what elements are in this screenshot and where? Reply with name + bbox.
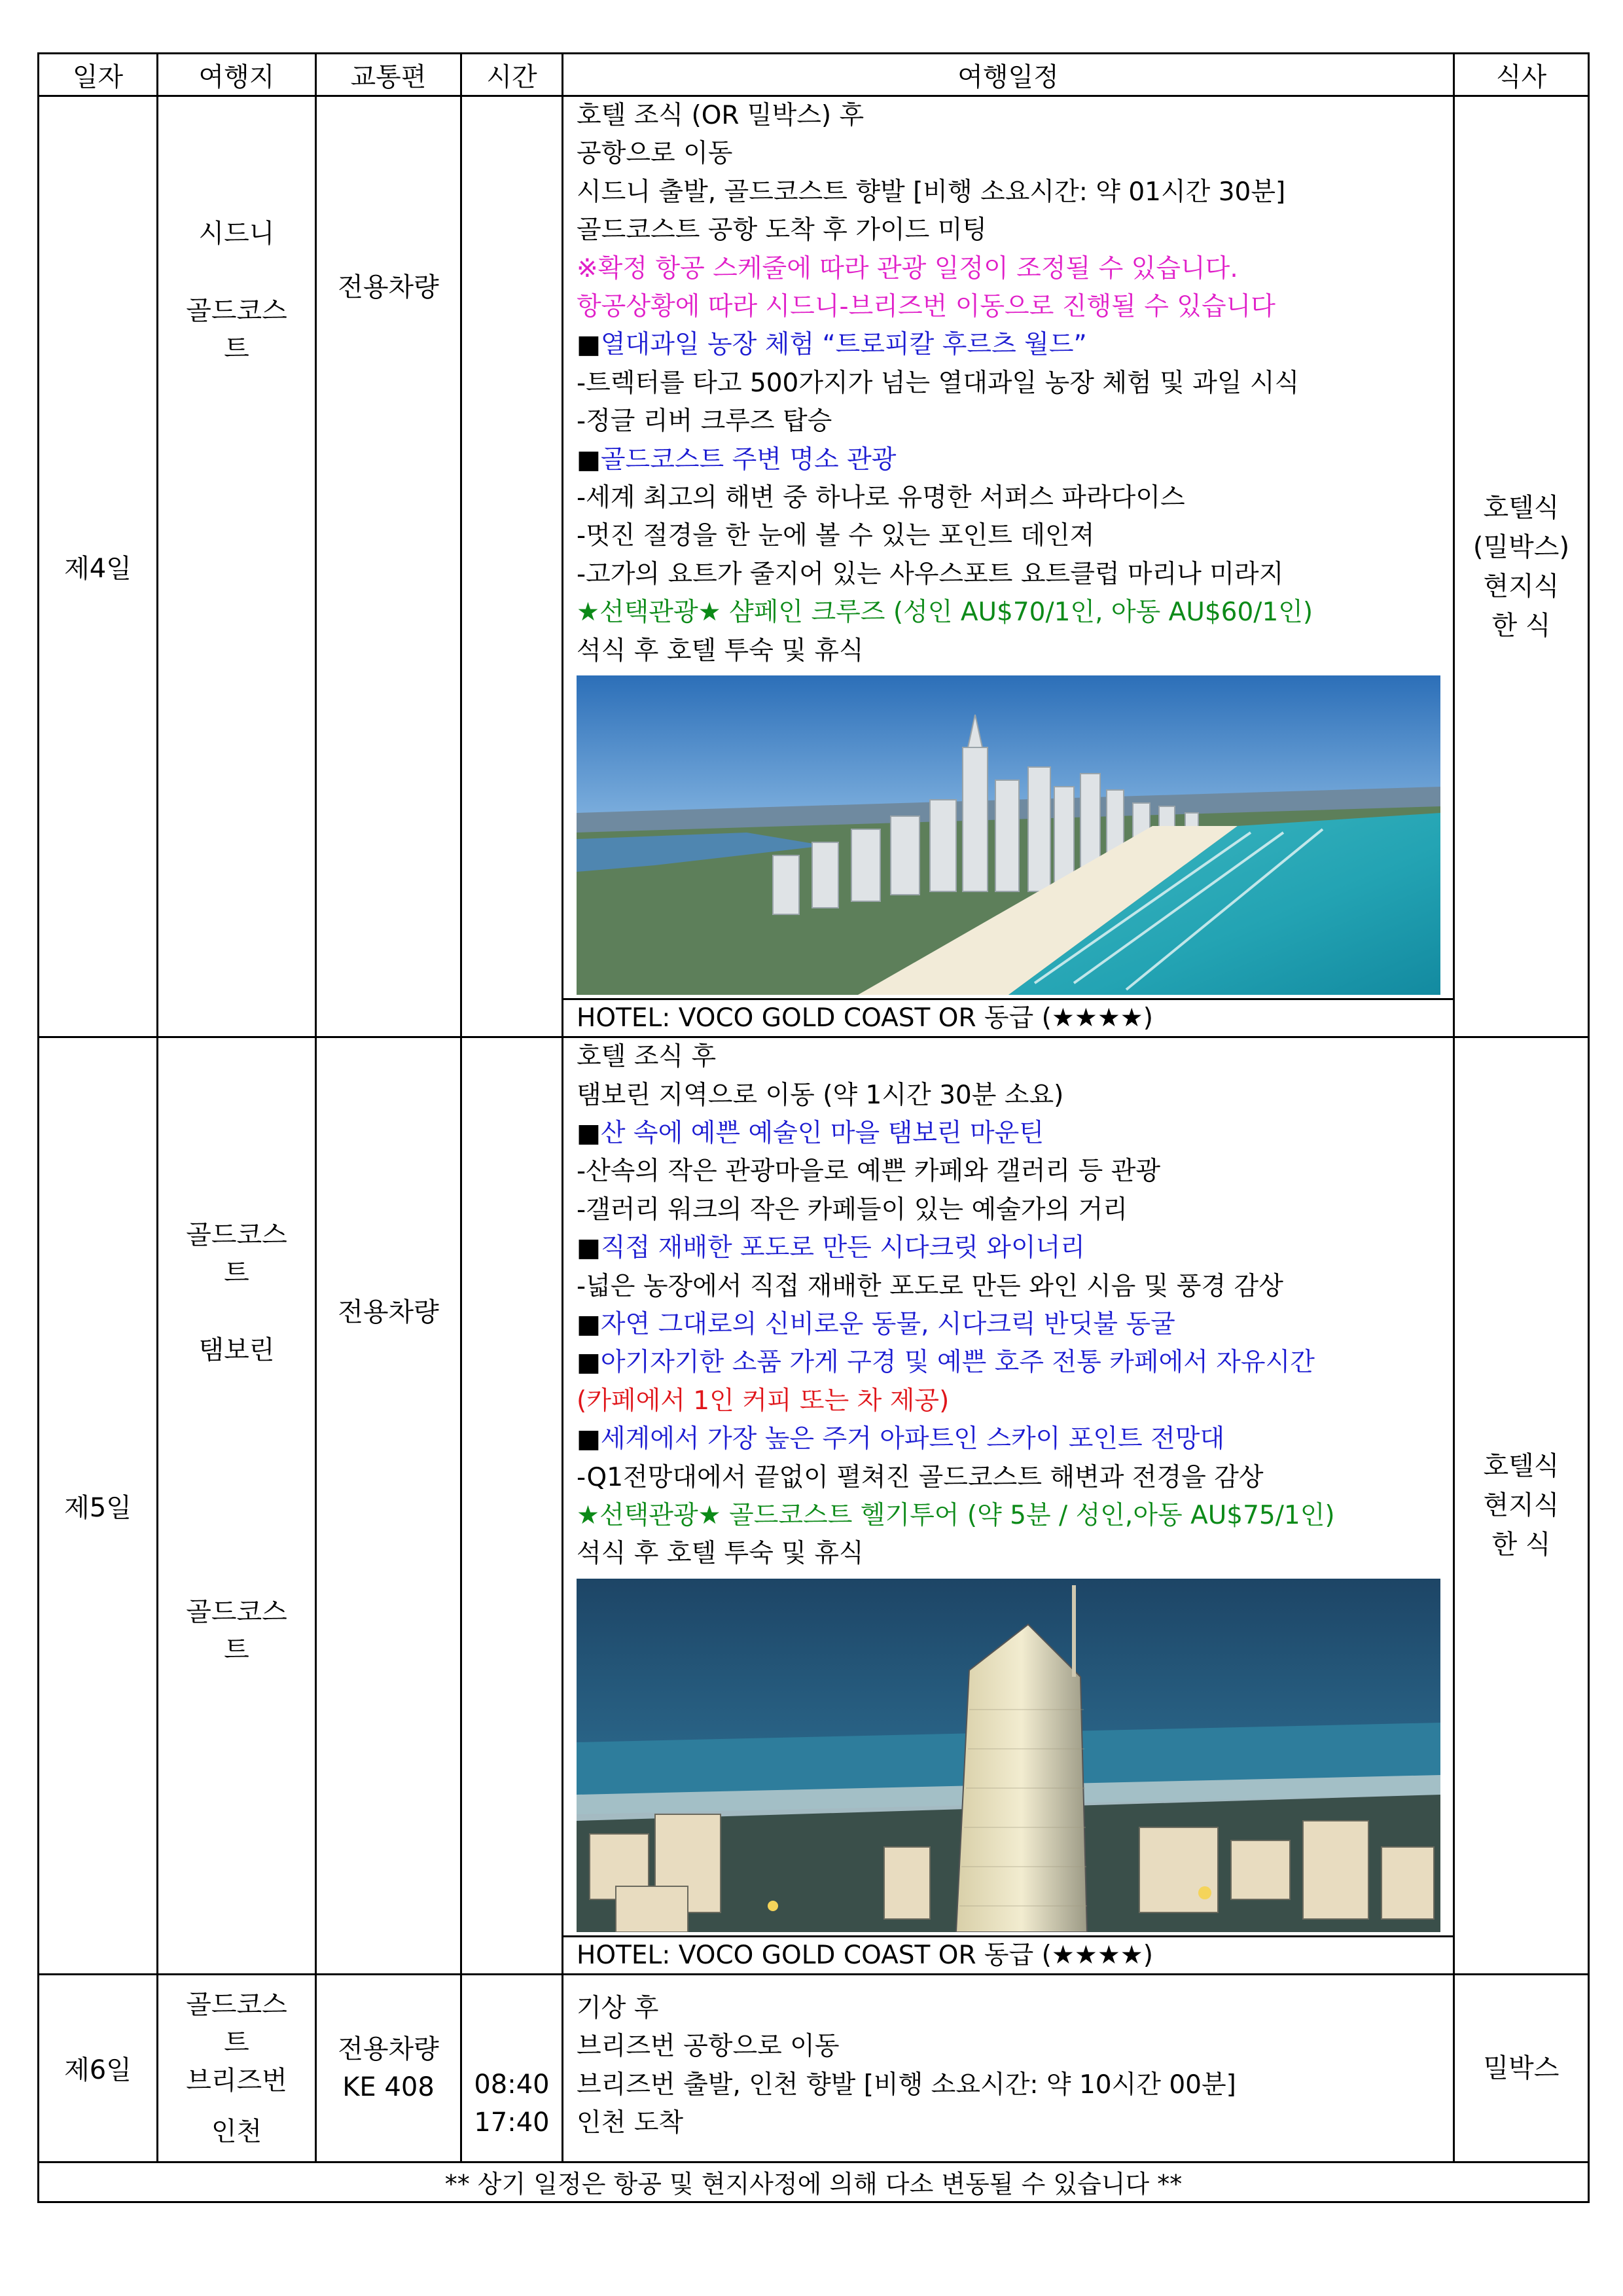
day6-label: 제6일 — [39, 1974, 158, 2162]
footer-row — [39, 2162, 1589, 2202]
destination-line: 골드코스 — [186, 1597, 287, 1628]
schedule-highlight: ■직접 재배한 포도로 만든 시다크릿 와이너리 — [577, 1233, 1085, 1263]
schedule-notice: ※확정 항공 스케줄에 따라 관광 일정이 조정될 수 있습니다. — [577, 253, 1238, 283]
flight-number: KE 408 — [342, 2072, 435, 2102]
schedule-line: 브리즈번 출발, 인천 향발 [비행 소요시간: 약 10시간 00분] — [577, 2070, 1236, 2100]
square-bullet-icon: ■ — [577, 1118, 601, 1148]
meal-line: 한 식 — [1491, 610, 1551, 641]
cafe-note-line: (카페에서 1인 커피 또는 차 제공) — [577, 1386, 950, 1416]
day6-meal — [1454, 1974, 1589, 2162]
day4-row — [39, 96, 1589, 1037]
day4-meal — [1454, 96, 1589, 1037]
meal-line: 현지식 — [1483, 571, 1560, 601]
schedule-line: 탬보린 지역으로 이동 (약 1시간 30분 소요) — [577, 1080, 1064, 1110]
header-day: 일자 — [39, 54, 158, 96]
gold-coast-beach-skyline-photo — [577, 675, 1440, 995]
meal-line: 현지식 — [1483, 1490, 1560, 1521]
schedule-line: 공항으로 이동 — [577, 139, 733, 169]
square-bullet-icon: ■ — [577, 444, 601, 475]
day4-transport — [316, 96, 461, 1037]
destination-line: 시드니 — [198, 219, 275, 249]
itinerary-table — [37, 52, 1590, 2203]
day4-schedule — [563, 96, 1454, 1037]
schedule-notice: 항공상황에 따라 시드니-브리즈번 이동으로 진행될 수 있습니다 — [577, 292, 1275, 322]
schedule-line: -갤러리 워크의 작은 카페들이 있는 예술가의 거리 — [577, 1194, 1128, 1225]
schedule-highlight: ■자연 그대로의 신비로운 동물, 시다크릭 반딧불 동굴 — [577, 1309, 1175, 1339]
transport-line: 전용차량 — [338, 272, 439, 302]
optional-tour-line: ★선택관광★ 골드코스트 헬기투어 (약 5분 / 성인,아동 AU$75/1인) — [577, 1500, 1335, 1530]
header-row — [39, 54, 1589, 96]
day5-label: 제5일 — [39, 1037, 158, 1975]
day6-time — [461, 1974, 563, 2162]
destination-line: 인천 — [211, 2116, 262, 2147]
header-meal: 식사 — [1454, 54, 1589, 96]
square-bullet-icon: ■ — [577, 1233, 601, 1263]
footer-note: ** 상기 일정은 항공 및 현지사정에 의해 다소 변동될 수 있습니다 ** — [39, 2162, 1589, 2202]
header-destination: 여행지 — [158, 54, 316, 96]
destination-line: 트 — [224, 1258, 249, 1289]
meal-line: 밀박스 — [1483, 2053, 1560, 2083]
meal-line: 한 식 — [1491, 1530, 1551, 1560]
day5-destination — [158, 1037, 316, 1975]
schedule-line: 인천 도착 — [577, 2108, 684, 2138]
day6-schedule — [563, 1974, 1454, 2162]
day4-destination — [158, 96, 316, 1037]
day4-hotel: HOTEL: VOCO GOLD COAST OR 동급 (★★★★) — [563, 998, 1453, 1036]
schedule-line: -산속의 작은 관광마을로 예쁜 카페와 갤러리 등 관광 — [577, 1157, 1161, 1187]
schedule-line: 석식 후 호텔 투숙 및 휴식 — [577, 636, 864, 666]
header-transport: 교통편 — [316, 54, 461, 96]
schedule-line: 기상 후 — [577, 1993, 659, 2023]
schedule-line: 골드코스트 공항 도착 후 가이드 미팅 — [577, 215, 988, 245]
square-bullet-icon: ■ — [577, 330, 601, 360]
transport-line: 전용차량 — [338, 1297, 439, 1328]
destination-line — [158, 2100, 315, 2113]
schedule-line: -트렉터를 타고 500가지가 넘는 열대과일 농장 체험 및 과일 시식 — [577, 368, 1300, 398]
day5-meal — [1454, 1037, 1589, 1975]
destination-line: 골드코스 — [186, 1220, 287, 1251]
day5-schedule — [563, 1037, 1454, 1975]
schedule-highlight: ■산 속에 예쁜 예술인 마을 탬보린 마운틴 — [577, 1118, 1044, 1148]
schedule-line: 석식 후 호텔 투숙 및 휴식 — [577, 1539, 864, 1569]
day6-transport — [316, 1974, 461, 2162]
schedule-line: -정글 리버 크루즈 탑승 — [577, 406, 832, 437]
day5-transport — [316, 1037, 461, 1975]
destination-line: 트 — [224, 2027, 249, 2058]
square-bullet-icon: ■ — [577, 1309, 601, 1339]
meal-line: (밀박스) — [1472, 531, 1570, 562]
header-schedule: 여행일정 — [563, 54, 1454, 96]
day6-destination — [158, 1974, 316, 2162]
schedule-line: 호텔 조식 (OR 밀박스) 후 — [577, 101, 865, 130]
destination-line: 트 — [224, 334, 249, 364]
q1-tower-night-photo — [577, 1579, 1440, 1932]
meal-line: 호텔식 — [1483, 492, 1560, 523]
day5-time — [461, 1037, 563, 1975]
arrival-time: 17:40 — [474, 2107, 550, 2138]
schedule-line: -세계 최고의 해변 중 하나로 유명한 서퍼스 파라다이스 — [577, 483, 1185, 513]
optional-tour-line: ★선택관광★ 샴페인 크루즈 (성인 AU$70/1인, 아동 AU$60/1인) — [577, 598, 1313, 628]
transport-line: 전용차량 — [338, 2034, 439, 2064]
schedule-line: -넓은 농장에서 직접 재배한 포도로 만든 와인 시음 및 풍경 감상 — [577, 1271, 1283, 1301]
square-bullet-icon: ■ — [577, 1348, 601, 1378]
schedule-line: -Q1전망대에서 끝없이 펼쳐진 골드코스트 해변과 전경을 감상 — [577, 1462, 1264, 1492]
destination-line: 트 — [224, 1635, 249, 1666]
schedule-highlight: ■아기자기한 소품 가게 구경 및 예쁜 호주 전통 카페에서 자유시간 — [577, 1348, 1315, 1378]
destination-line: 골드코스 — [186, 1989, 287, 2020]
day6-row — [39, 1974, 1589, 2162]
day5-row — [39, 1037, 1589, 1975]
schedule-line: 브리즈번 공항으로 이동 — [577, 2032, 840, 2062]
departure-time: 08:40 — [474, 2069, 550, 2100]
schedule-line: -멋진 절경을 한 눈에 볼 수 있는 포인트 데인져 — [577, 521, 1095, 551]
meal-line: 호텔식 — [1483, 1451, 1560, 1482]
schedule-highlight: ■세계에서 가장 높은 주거 아파트인 스카이 포인트 전망대 — [577, 1424, 1225, 1454]
destination-line: 골드코스 — [186, 296, 287, 326]
destination-line — [158, 1292, 315, 1293]
schedule-line: 시드니 출발, 골드코스트 향발 [비행 소요시간: 약 01시간 30분] — [577, 177, 1286, 207]
day4-label: 제4일 — [39, 96, 158, 1037]
schedule-highlight: ■골드코스트 주변 명소 관광 — [577, 444, 897, 475]
header-time: 시간 — [461, 54, 563, 96]
square-bullet-icon: ■ — [577, 1424, 601, 1454]
destination-line: 브리즈번 — [186, 2065, 287, 2096]
destination-line: 탬보린 — [198, 1335, 275, 1366]
schedule-line: -고가의 요트가 줄지어 있는 사우스포트 요트클럽 마리나 미라지 — [577, 559, 1284, 589]
schedule-highlight: ■열대과일 농장 체험 “트로피칼 후르츠 월드” — [577, 330, 1087, 360]
schedule-line: 호텔 조식 후 — [577, 1042, 717, 1072]
day5-hotel: HOTEL: VOCO GOLD COAST OR 동급 (★★★★) — [563, 1935, 1453, 1973]
day4-time — [461, 96, 563, 1037]
